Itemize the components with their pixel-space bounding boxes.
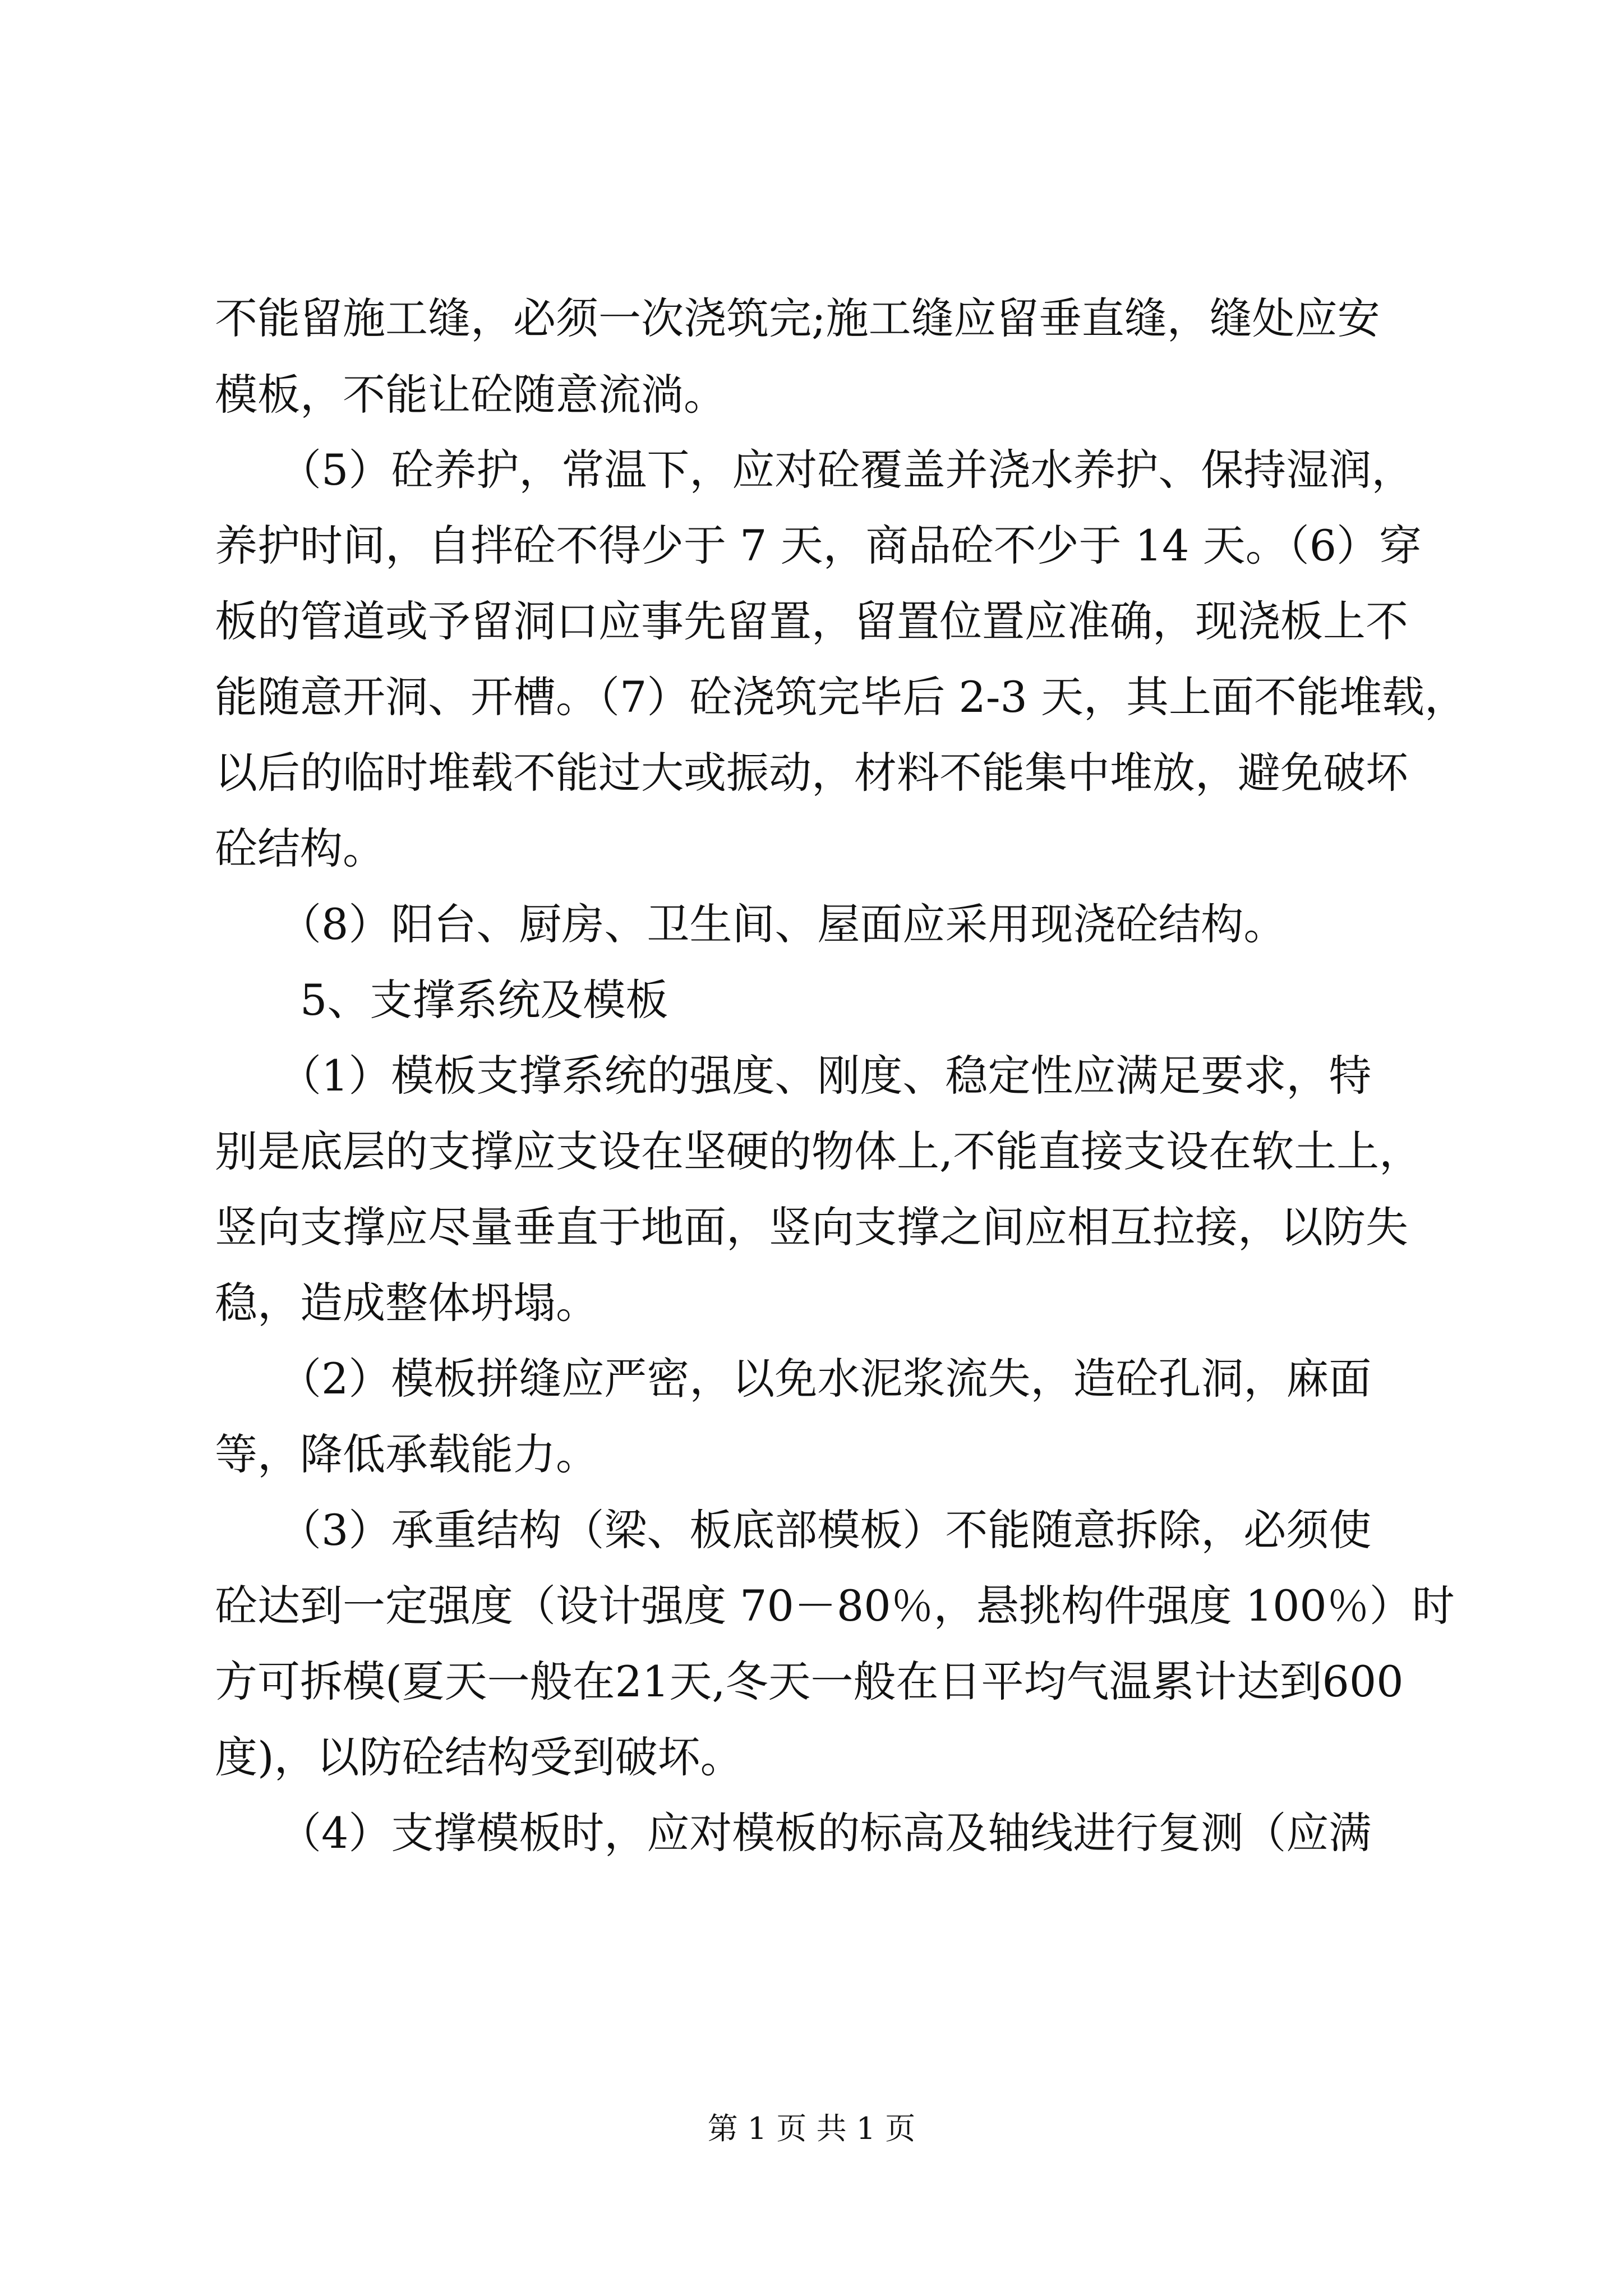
- text-line: 砼达到一定强度（设计强度 70－80％，悬挑构件强度 100％）时: [215, 1581, 1455, 1631]
- text-line: 板的管道或予留洞口应事先留置，留置位置应准确，现浇板上不: [215, 596, 1408, 646]
- text-line: 竖向支撑应尽量垂直于地面，竖向支撑之间应相互拉接，以防失: [215, 1202, 1408, 1252]
- section-heading: 5、支撑系统及模板: [215, 975, 668, 1025]
- text-line: 不能留施工缝，必须一次浇筑完;施工缝应留垂直缝，缝处应安: [215, 293, 1380, 343]
- text-line: （2）模板拼缝应严密，以免水泥浆流失，造砼孔洞，麻面: [215, 1354, 1372, 1404]
- text-line: 能随意开洞、开槽。（7）砼浇筑完毕后 2-3 天，其上面不能堆载，: [215, 672, 1468, 722]
- text-line: （1）模板支撑系统的强度、刚度、稳定性应满足要求，特: [215, 1051, 1372, 1101]
- text-line: 以后的临时堆载不能过大或振动，材料不能集中堆放，避免破坏: [215, 748, 1408, 798]
- text-line: 养护时间，自拌砼不得少于 7 天，商品砼不少于 14 天。（6）穿: [215, 521, 1422, 570]
- page-footer: 第 1 页 共 1 页: [707, 2111, 916, 2146]
- text-line: 等，降低承载能力。: [215, 1429, 598, 1479]
- text-line: （8）阳台、厨房、卫生间、屋面应采用现浇砼结构。: [215, 899, 1287, 949]
- text-line: （3）承重结构（梁、板底部模板）不能随意拆除，必须使: [215, 1505, 1372, 1555]
- text-line: （5）砼养护，常温下，应对砼覆盖并浇水养护、保持湿润，: [215, 445, 1414, 495]
- text-line: 别是底层的支撑应支设在坚硬的物体上,不能直接支设在软土上，: [215, 1126, 1422, 1176]
- text-line: 方可拆模(夏天一般在21天,冬天一般在日平均气温累计达到600: [215, 1657, 1404, 1706]
- text-line: 砼结构。: [215, 823, 385, 873]
- text-line: 稳，造成整体坍塌。: [215, 1278, 598, 1328]
- text-line: 模板，不能让砼随意流淌。: [215, 370, 726, 420]
- text-line: （4）支撑模板时，应对模板的标高及轴线进行复测（应满: [215, 1808, 1372, 1858]
- text-line: 度)，以防砼结构受到破坏。: [215, 1732, 743, 1782]
